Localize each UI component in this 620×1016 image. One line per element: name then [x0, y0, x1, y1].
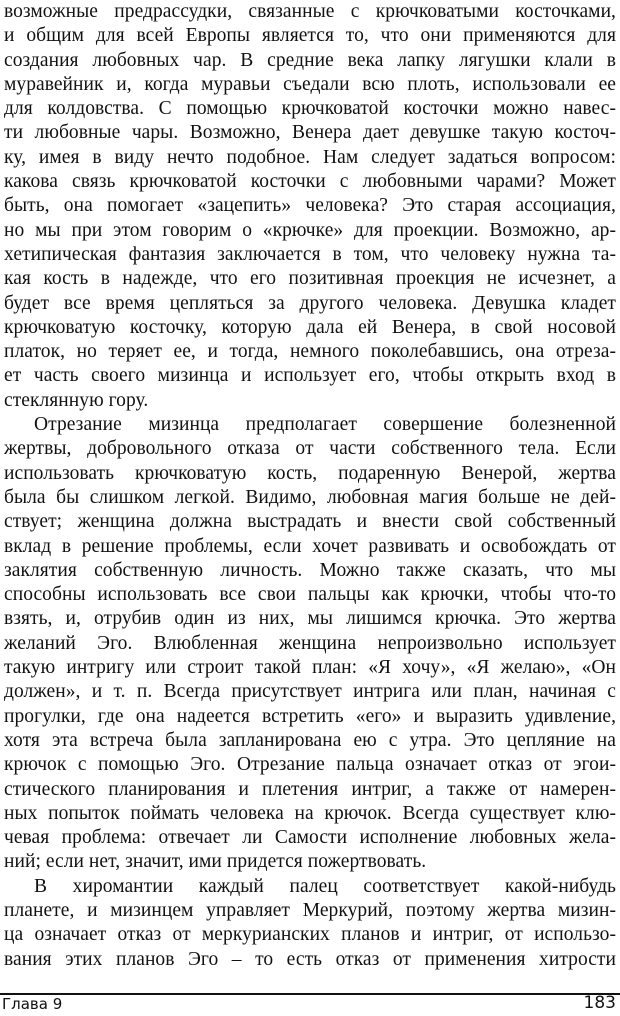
text-line: крючковатую косточку, которую дала ей Венера, в свой носовой [4, 316, 616, 338]
running-footer-chapter: Глава 9 [2, 995, 63, 1013]
text-line: использовать крючковатую кость, подаренную Венерой, жертва [4, 462, 616, 484]
text-line: ний; если нет, значит, ими придется пожертвовать. [4, 851, 427, 873]
text-line: ствует; женщина должна выстрадать и внести свой собственный [4, 511, 616, 533]
text-line: прогулки, где она надеется встретить «его» и выразить удивление, [4, 705, 616, 727]
text-line: возможные предрассудки, связанные с крючковатыми косточками, [4, 1, 616, 22]
text-line: но мы при этом говорим о «крючке» для проекции. Возможно, ар- [4, 219, 616, 241]
text-line: ных попыток поймать человека на крючок. Всегда существует клю- [4, 802, 616, 824]
text-line: такую интригу или строит такой план: «Я хочу», «Я желаю», «Он [4, 657, 616, 679]
page-number: 183 [583, 993, 616, 1013]
text-line: стеклянную гору. [4, 389, 149, 411]
text-line: какова связь крючковатой косточки с любовными чарами? Может [4, 171, 616, 193]
text-line: будет все время цепляться за другого человека. Девушка кладет [4, 292, 616, 314]
text-line: хотя эта встреча была запланирована ею с утра. Это цепляние на [4, 729, 616, 751]
text-line: ку, имея в виду нечто подобное. Нам следует задаться вопросом: [4, 146, 616, 168]
text-line: платок, но теряет ее, и тогда, немного поколебавшись, она отреза- [4, 341, 616, 363]
text-line: жертвы, добровольного отказа от части собственного тела. Если [4, 438, 616, 460]
text-line: вклад в решение проблемы, если хочет развивать и освобождать от [4, 535, 616, 557]
text-line: планете, и мизинцем управляет Меркурий, поэтому жертва мизин- [4, 899, 616, 921]
text-line: создания любовных чар. В средние века лапку лягушки клали в [4, 49, 616, 71]
text-line: ца означает отказ от меркурианских планов и интриг, от использо- [4, 924, 616, 946]
text-line: заклятия собственную личность. Можно также сказать, что мы [4, 559, 616, 581]
paragraph [4, 0, 616, 413]
text-line: для колдовства. С помощью крючковатой косточки можно навес- [4, 98, 616, 120]
paragraph [4, 875, 616, 972]
text-line: стического планирования и плетения интриг, а также от намерен- [4, 778, 616, 800]
text-line: В хиромантии каждый палец соответствует какой-нибудь [34, 875, 616, 897]
text-line: взять, и, отрубив один из них, мы лишимся крючка. Это жертва [4, 608, 616, 630]
text-line: вания этих планов Эго – то есть отказ от применения хитрости [4, 948, 616, 970]
text-line: желаний Эго. Влюбленная женщина непроизвольно использует [4, 632, 616, 654]
text-line: быть, она помогает «зацепить» человека? Это старая ассоциация, [4, 195, 616, 217]
body-text [4, 0, 616, 972]
footer-divider [0, 993, 620, 995]
text-line: ти любовные чары. Возможно, Венера дает девушке такую косточ- [4, 122, 616, 144]
text-line: крючок с помощью Эго. Отрезание пальца означает отказ от эгои- [4, 754, 616, 776]
text-line: чевая проблема: отвечает ли Самости исполнение любовных жела- [4, 827, 616, 849]
text-line: кая кость в надежде, что его позитивная проекция не исчезнет, а [4, 268, 616, 290]
text-line: хетипическая фантазия заключается в том, что человеку нужна та- [4, 243, 616, 265]
paragraph [4, 413, 616, 875]
text-line: была бы слишком легкой. Видимо, любовная магия больше не дей- [4, 486, 616, 508]
text-line: ет часть своего мизинца и использует его, чтобы открыть вход в [4, 365, 616, 387]
text-line: Отрезание мизинца предполагает совершение болезненной [34, 414, 616, 436]
text-line: муравейник и, когда муравьи съедали всю плоть, использовали ее [4, 73, 616, 95]
text-line: и общим для всей Европы является то, что они применяются для [4, 25, 616, 47]
text-line: способны использовать все свои пальцы как крючки, чтобы что-то [4, 584, 616, 606]
text-line: должен», и т. п. Всегда присутствует интрига или план, начиная с [4, 681, 616, 703]
